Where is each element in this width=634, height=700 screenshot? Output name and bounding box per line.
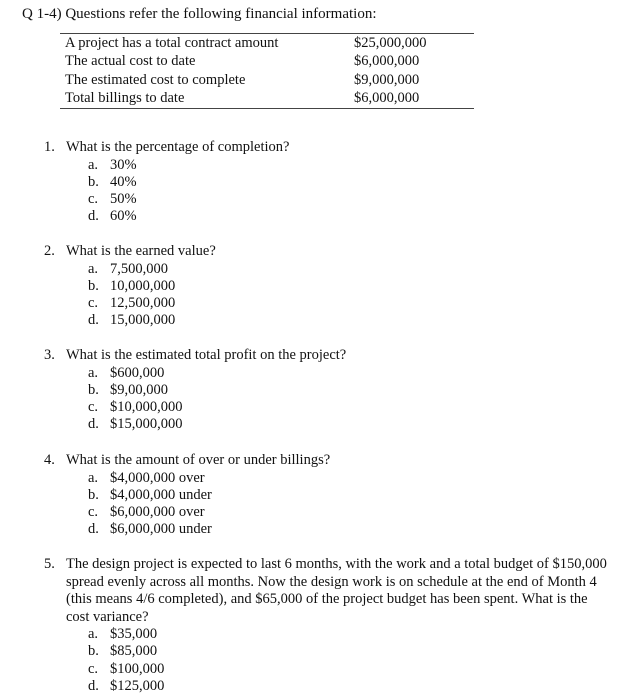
option-c: c. $100,000 xyxy=(88,660,165,677)
question-text: What is the percentage of completion? xyxy=(66,139,290,155)
option-a: a. $35,000 xyxy=(88,626,158,642)
question-number: 5. xyxy=(44,556,55,572)
option-d: d. 15,000,000 xyxy=(88,312,176,329)
question-number: 3. xyxy=(44,347,55,363)
question-text: What is the earned value? xyxy=(66,243,216,259)
page-title: Q 1-4) Questions refer the following financial information: xyxy=(22,6,377,22)
question-number: 2. xyxy=(44,243,55,259)
question-text: The design project is expected to last 6 months, with the work and a total budget of $150,000 spread evenly across all months. Now the design work is on schedule at the end of Month 4 (this means 4/6 completed), and $65,000 of the project budget has been spent. What is the cost variance? xyxy=(66,556,607,625)
option-list xyxy=(88,365,614,434)
option-list xyxy=(88,470,614,539)
option-c: c. 50% xyxy=(88,191,137,208)
option-c: c. $6,000,000 over xyxy=(88,504,205,521)
option-b: b. $9,00,000 xyxy=(88,381,168,398)
option-a: a. $600,000 xyxy=(88,364,165,381)
option-d: d. $6,000,000 under xyxy=(88,521,212,538)
row-label: A project has a total contract amount xyxy=(65,34,279,51)
question-3 xyxy=(44,347,614,434)
question-number: 1. xyxy=(44,139,55,155)
option-c: c. 12,500,000 xyxy=(88,295,176,312)
question-2 xyxy=(44,243,614,330)
table-row xyxy=(60,53,474,72)
option-b: b. 10,000,000 xyxy=(88,277,176,294)
row-label: Total billings to date xyxy=(65,90,185,107)
question-text: What is the estimated total profit on the project? xyxy=(66,347,347,363)
row-label: The estimated cost to complete xyxy=(65,71,246,88)
option-list xyxy=(88,626,614,695)
option-d: d. $15,000,000 xyxy=(88,416,183,433)
financial-info-table xyxy=(60,33,474,109)
option-list xyxy=(88,157,614,226)
option-a: a. $4,000,000 over xyxy=(88,469,205,486)
row-value: $25,000,000 xyxy=(354,34,427,51)
option-b: b. $4,000,000 under xyxy=(88,486,212,503)
question-1 xyxy=(44,139,614,226)
row-value: $6,000,000 xyxy=(354,90,420,107)
option-list xyxy=(88,261,614,330)
option-b: b. $85,000 xyxy=(88,643,158,660)
table-row xyxy=(60,71,474,90)
option-d: d. $125,000 xyxy=(88,677,165,694)
option-a: a. 30% xyxy=(88,156,137,173)
question-5 xyxy=(44,556,614,695)
option-b: b. 40% xyxy=(88,173,137,190)
question-4 xyxy=(44,452,614,539)
question-text: What is the amount of over or under billings? xyxy=(66,452,331,468)
row-label: The actual cost to date xyxy=(65,53,196,70)
question-number: 4. xyxy=(44,452,55,468)
option-c: c. $10,000,000 xyxy=(88,399,183,416)
table-row xyxy=(60,34,474,53)
row-value: $6,000,000 xyxy=(354,53,420,70)
option-d: d. 60% xyxy=(88,208,137,225)
option-a: a. 7,500,000 xyxy=(88,260,168,277)
table-row xyxy=(60,90,474,109)
row-value: $9,000,000 xyxy=(354,71,420,88)
